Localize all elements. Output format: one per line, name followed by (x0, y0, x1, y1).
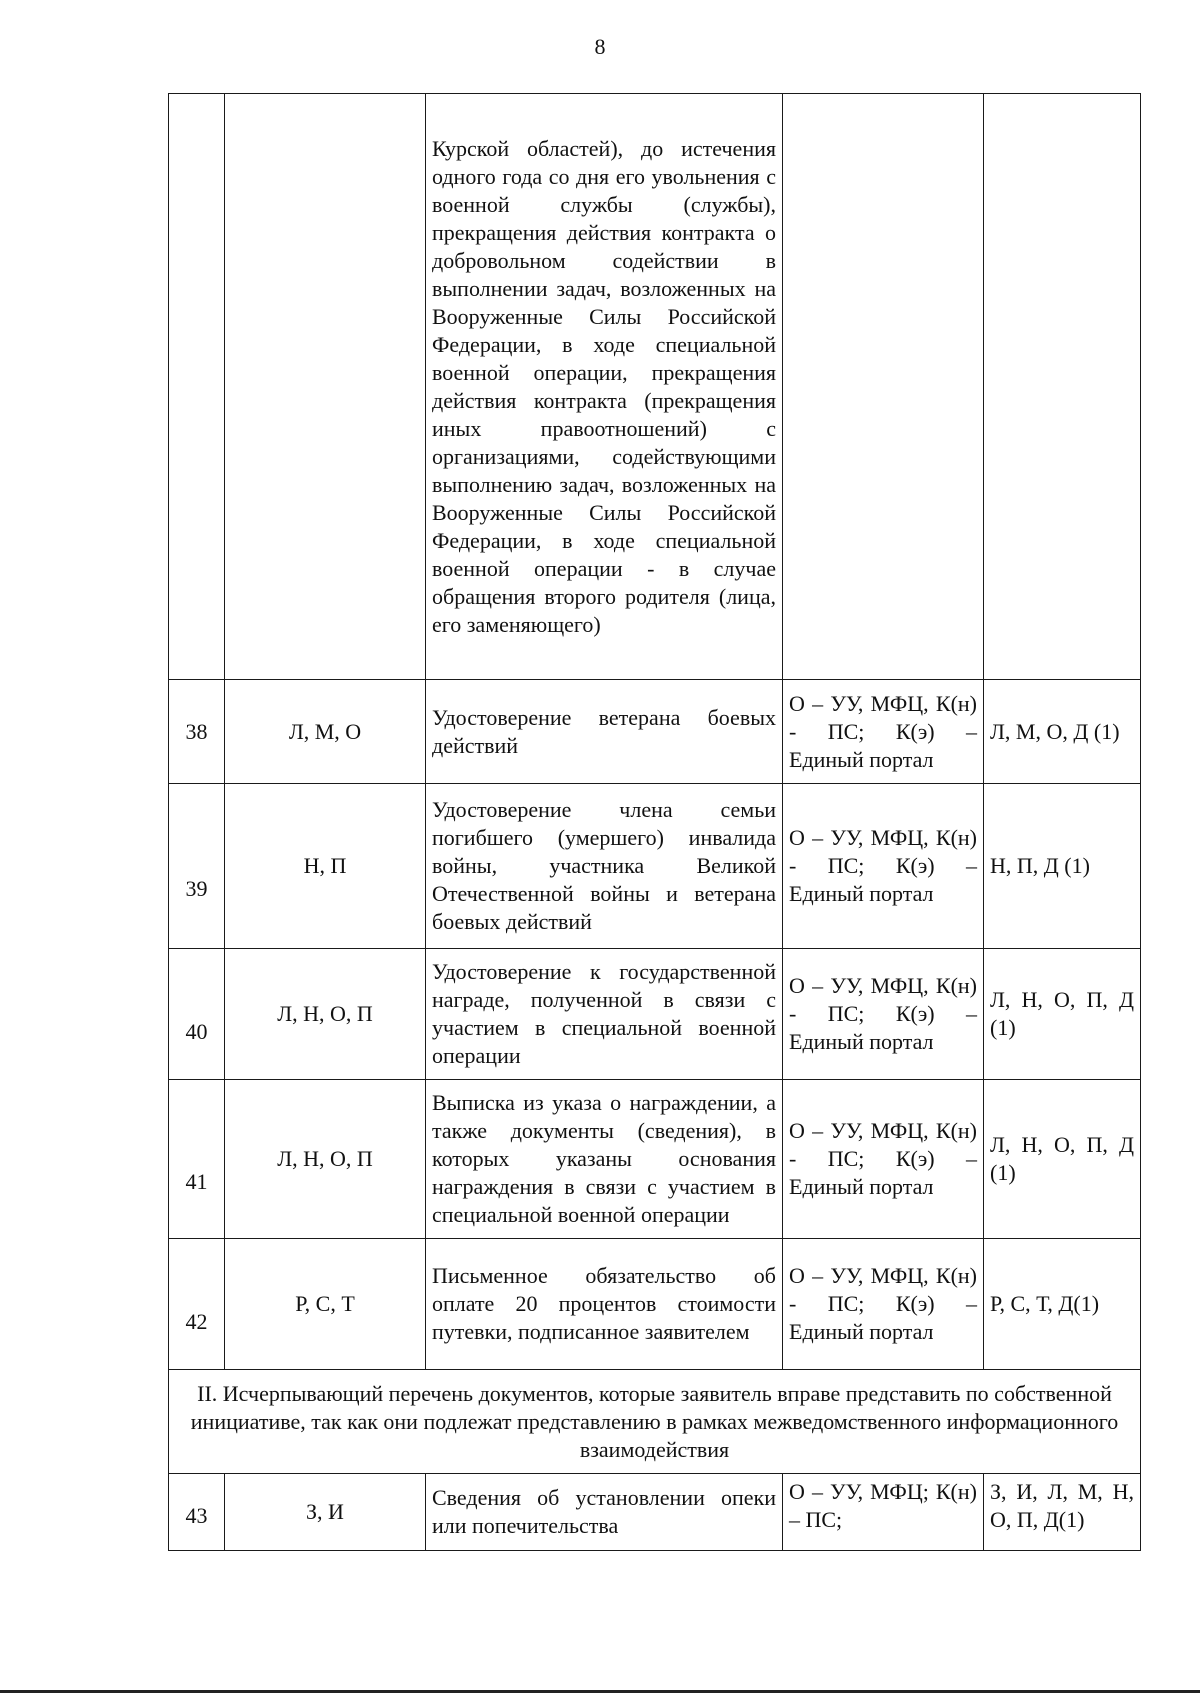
submission-method (783, 94, 984, 680)
page-bottom-rule (0, 1690, 1200, 1693)
section-heading-row (169, 1370, 1141, 1474)
document-groups: Р, С, Т, Д(1) (984, 1239, 1141, 1370)
section-heading: II. Исчерпывающий перечень документов, которые заявитель вправе представить по собственной инициативе, так как они подлежат представлению в рамках межведомственного информационного взаимодействия (169, 1370, 1141, 1474)
document-groups: Л, Н, О, П, Д (1) (984, 949, 1141, 1080)
submission-method: О – УУ, МФЦ, К(н) - ПС; К(э) – Единый портал (783, 1080, 984, 1239)
document-groups: З, И, Л, М, Н, О, П, Д(1) (984, 1474, 1141, 1551)
applicant-categories: Л, Н, О, П (225, 1080, 426, 1239)
applicant-categories: Н, П (225, 784, 426, 949)
document-name: Удостоверение члена семьи погибшего (умершего) инвалида войны, участника Великой Отечественной войны и ветерана боевых действий (426, 784, 783, 949)
row-number: 38 (169, 680, 225, 784)
submission-method: О – УУ, МФЦ, К(н) - ПС; К(э) – Единый портал (783, 949, 984, 1080)
table-row-continuation (169, 94, 1141, 680)
document-name: Выписка из указа о награждении, а также документы (сведения), в которых указаны основания награждения в связи с участием в специальной военной операции (426, 1080, 783, 1239)
table-row (169, 784, 1141, 949)
document-groups: Н, П, Д (1) (984, 784, 1141, 949)
table-row (169, 680, 1141, 784)
row-number: 43 (169, 1474, 225, 1551)
table-row (169, 1239, 1141, 1370)
submission-method: О – УУ, МФЦ, К(н) - ПС; К(э) – Единый портал (783, 784, 984, 949)
document-name: Письменное обязательство об оплате 20 процентов стоимости путевки, подписанное заявителем (426, 1239, 783, 1370)
applicant-categories: Л, Н, О, П (225, 949, 426, 1080)
applicant-categories: Р, С, Т (225, 1239, 426, 1370)
document-name: Удостоверение к государственной награде, полученной в связи с участием в специальной военной операции (426, 949, 783, 1080)
table-row (169, 949, 1141, 1080)
applicant-categories: З, И (225, 1474, 426, 1551)
documents-table (168, 93, 1141, 1551)
table-row (169, 1474, 1141, 1551)
row-number (169, 94, 225, 680)
row-number: 42 (169, 1239, 225, 1370)
applicant-categories: Л, М, О (225, 680, 426, 784)
submission-method: О – УУ, МФЦ, К(н) - ПС; К(э) – Единый портал (783, 1239, 984, 1370)
row-number: 39 (169, 784, 225, 949)
table-row (169, 1080, 1141, 1239)
row-number: 41 (169, 1080, 225, 1239)
applicant-categories (225, 94, 426, 680)
document-name: Сведения об установлении опеки или попечительства (426, 1474, 783, 1551)
submission-method: О – УУ, МФЦ; К(н) – ПС; (783, 1474, 984, 1551)
document-groups: Л, Н, О, П, Д (1) (984, 1080, 1141, 1239)
row-number: 40 (169, 949, 225, 1080)
document-groups (984, 94, 1141, 680)
document-name: Удостоверение ветерана боевых действий (426, 680, 783, 784)
document-groups: Л, М, О, Д (1) (984, 680, 1141, 784)
page-number: 8 (594, 34, 606, 59)
document-name: Курской областей), до истечения одного года со дня его увольнения с военной службы (службы), прекращения действия контракта о добровольном содействии в выполнении задач, возложенных на Вооруженные Силы Российской Федерации, в ходе специальной военной операции, прекращения действия контракта (прекращения иных правоотношений) с организациями, содействующими выполнению задач, возложенных на Вооруженные Силы Российской Федерации, в ходе специальной военной операции - в случае обращения второго родителя (лица, его заменяющего) (426, 94, 783, 680)
submission-method: О – УУ, МФЦ, К(н) - ПС; К(э) – Единый портал (783, 680, 984, 784)
